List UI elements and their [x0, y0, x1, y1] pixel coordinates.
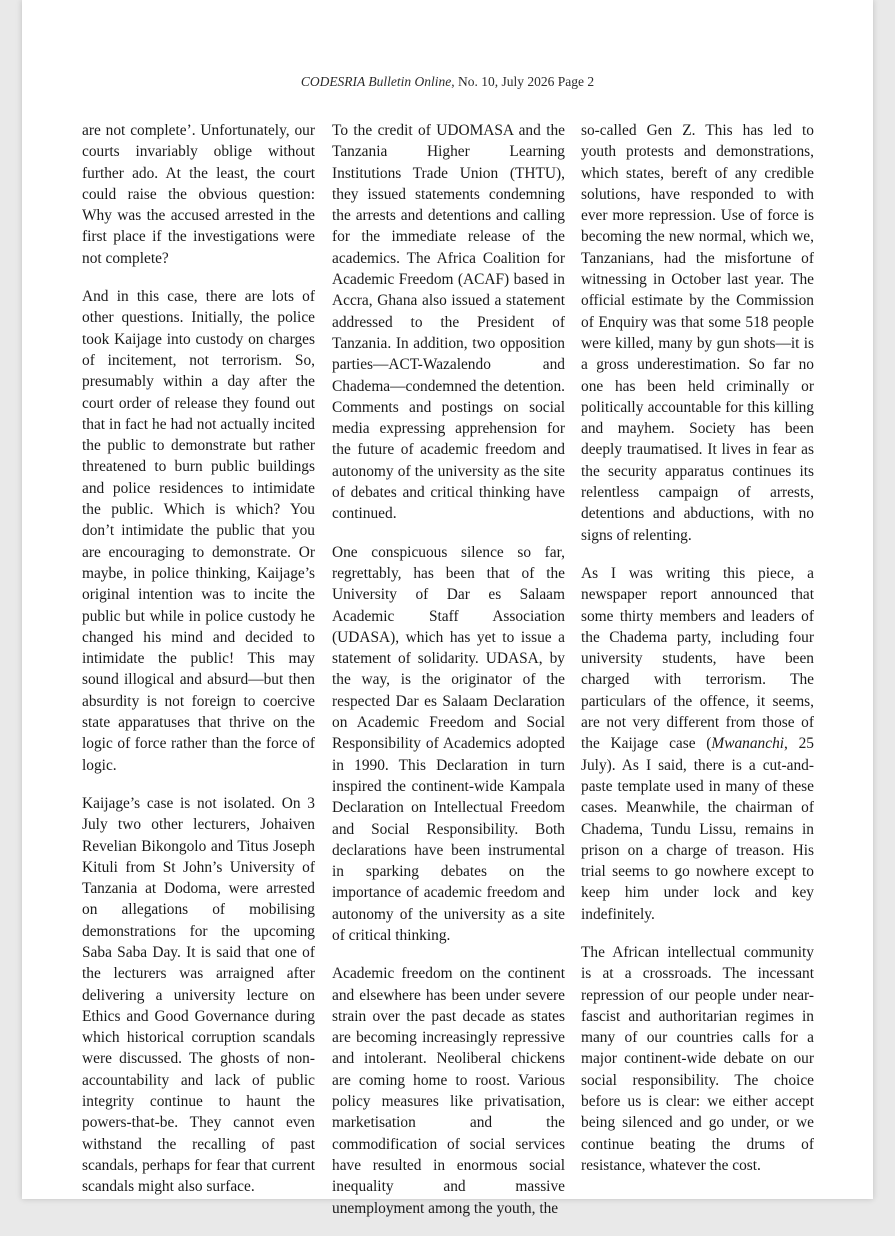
paragraph: are not complete’. Unfortunately, our courts invariably oblige without further ado. At the least, the court could raise the obvious question: Why was the accused arrested in the first place if the investigations were not complete? [82, 122, 315, 267]
paragraph: Academic freedom on the continent and elsewhere has been under severe strain over the past decade as states are becoming increasingly repressive and intolerant. Neoliberal chickens are coming home to roost. Various policy measures like privatisation, marketisation and the commodification of social services have resulted in enormous social inequality and massive unemployment among the youth, the [332, 965, 565, 1217]
publication-name: CODESRIA Bulletin Online [300, 74, 452, 89]
paragraph: One conspicuous silence so far, regrettably, has been that of the University of Dar es Salaam Academic Staff Association (UDASA), which has yet to issue a statement of solidarity. UDASA, by the way, is the originator of the respected Dar es Salaam Declaration on Academic Freedom and Social Responsibility of Academics adopted in 1990. This Declaration in turn inspired the continent-wide Kampala Declaration on Intellectual Freedom and Social Responsibility. Both declarations have been instrumental in sparking debates on the importance of academic freedom and autonomy of the university as a site of critical thinking. [332, 543, 565, 944]
text-column-1 [82, 120, 315, 1215]
paragraph: Kaijage’s case is not isolated. On 3 July two other lecturers, Johaiven Revelian Bikongolo and Titus Joseph Kituli from St John’s University of Tanzania at Dodoma, were arrested on allegations of mobilising demonstrations for the upcoming Saba Saba Day. It is said that one of the lecturers was arraigned after delivering a university lecture on Ethics and Good Governance during which historical corruption scandals were discussed. The ghosts of non-accountability and lack of public integrity continue to haunt the powers-that-be. They cannot even withstand the recalling of past scandals, perhaps for fear that current scandals might also surface. [82, 794, 315, 1196]
running-header [22, 74, 873, 90]
paragraph: The African intellectual community is at a crossroads. The incessant repression of our people under near-fascist and authoritarian regimes in many of our countries calls for a major continent-wide debate on our social responsibility. The choice before us is clear: we either accept being silenced and go under, or we continue beating the drums of resistance, whatever the cost. [581, 943, 814, 1174]
paragraph-text: , 25 July). As I said, there is a cut-and-paste template used in many of these cases. Meanwhile, the chairman of Chadema, Tundu Lissu, remains in prison on a charge of treason. His trial seems to go nowhere except to keep him under lock and key indefinitely. [581, 735, 814, 923]
paragraph [581, 563, 814, 925]
document-page [22, 0, 873, 1217]
text-column-3 [581, 120, 814, 1193]
issue-and-page: , No. 10, July 2026 Page 2 [451, 74, 595, 89]
paragraph: To the credit of UDOMASA and the Tanzania Higher Learning Institutions Trade Union (THTU), they issued statements condemning the arrests and detentions and calling for the immediate release of the academics. The Africa Coalition for Academic Freedom (ACAF) based in Accra, Ghana also issued a statement addressed to the President of Tanzania. In addition, two opposition parties—ACT-Wazalendo and Chadema—condemned the detention. Comments and postings on social media expressing apprehension for the future of academic freedom and autonomy of the university as the site of debates and critical thinking have continued. [332, 122, 565, 523]
paragraph-text: As I was writing this piece, a newspaper report announced that some thirty members and leaders of the Chadema party, including four university students, have been charged with terrorism. The particulars of the offence, it seems, are not very different from those of the Kaijage case ( [581, 564, 814, 753]
newspaper-name: Mwananchi [711, 735, 785, 753]
paragraph: And in this case, there are lots of other questions. Initially, the police took Kaijage into custody on charges of incitement, not terrorism. So, presumably within a day after the court order of release they found out that in fact he had not actually incited the public to demonstrate but rather threatened to burn public buildings and police residences to intimidate the public. Which is which? You don’t intimidate the public that you are encouraging to demonstrate. Or maybe, in police thinking, Kaijage’s original intention was to incite the public but while in police custody he changed his mind and decided to intimidate the public! This may sound illogical and absurd—but then absurdity is not foreign to coercive state apparatuses that thrive on the logic of force rather than the force of logic. [82, 288, 315, 774]
paragraph: so-called Gen Z. This has led to youth protests and demonstrations, which states, bereft of any credible solutions, have responded to with ever more repression. Use of force is becoming the new normal, which we, Tanzanians, had the misfortune of witnessing in October last year. The official estimate by the Commission of Enquiry was that some 518 people were killed, many by gun shots—it is a gross underestimation. So far no one has been held criminally or politically accountable for this killing and mayhem. Society has been deeply traumatised. It lives in fear as the security apparatus continues its relentless campaign of arrests, detentions and abductions, with no signs of relenting. [581, 122, 814, 544]
text-column-2 [332, 120, 565, 1236]
